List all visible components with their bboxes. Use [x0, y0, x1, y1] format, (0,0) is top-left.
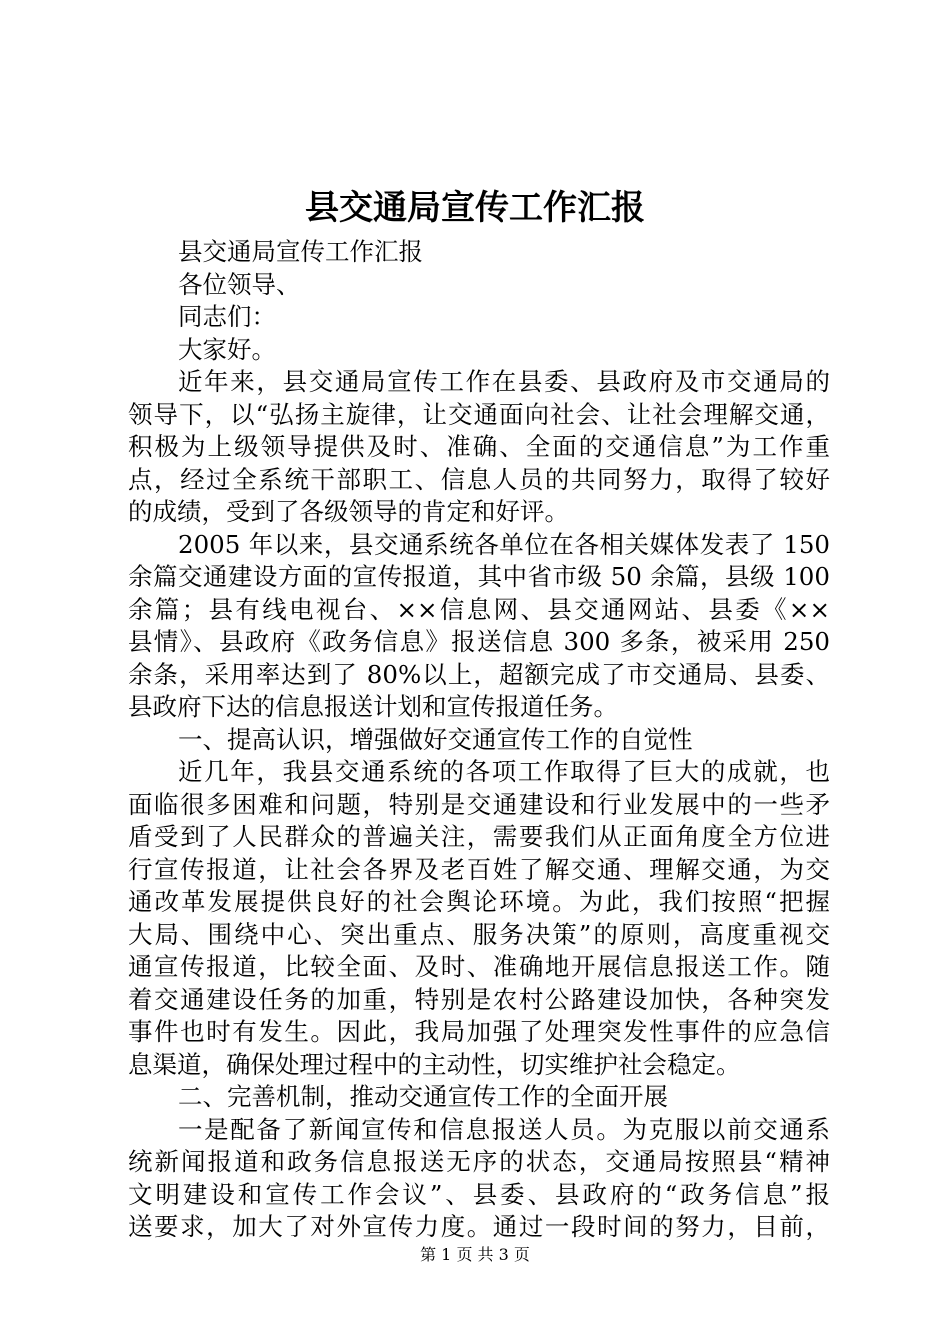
section-heading: 二、完善机制，推动交通宣传工作的全面开展	[178, 1082, 668, 1111]
text-line: 通改革发展提供良好的社会舆论环境。为此，我们按照“把握	[128, 887, 830, 916]
text-line: 统新闻报道和政务信息报送无序的状态，交通局按照县“精神	[128, 1147, 830, 1176]
text-line: 盾受到了人民群众的普遍关注，需要我们从正面角度全方位进	[128, 822, 830, 851]
text-line: 一是配备了新闻宣传和信息报送人员。为克服以前交通系	[178, 1114, 830, 1144]
text-line: 各位领导、	[178, 269, 301, 299]
text-line: 大家好。	[178, 334, 276, 364]
section-heading: 一、提高认识，增强做好交通宣传工作的自觉性	[178, 724, 693, 754]
text-line: 文明建设和宣传工作会议”、县委、县政府的“政务信息”报	[128, 1179, 830, 1209]
text-line: 息渠道，确保处理过程中的主动性，切实维护社会稳定。	[128, 1049, 741, 1079]
text-line: 余篇；县有线电视台、××信息网、县交通网站、县委《××	[128, 594, 830, 624]
text-line: 大局、围绕中心、突出重点、服务决策”的原则，高度重视交	[128, 919, 830, 949]
text-line: 点，经过全系统干部职工、信息人员的共同努力，取得了较好	[128, 464, 830, 494]
text-line: 近几年，我县交通系统的各项工作取得了巨大的成就，也	[178, 757, 830, 786]
text-line: 县情》、县政府《政务信息》报送信息 300 多条，被采用 250	[128, 627, 830, 656]
text-line: 余篇交通建设方面的宣传报道，其中省市级 50 余篇，县级 100	[128, 562, 830, 591]
text-line: 的成绩，受到了各级领导的肯定和好评。	[128, 497, 569, 526]
text-line: 领导下，以“弘扬主旋律，让交通面向社会、让社会理解交通，	[128, 399, 830, 429]
text-line: 通宣传报道，比较全面、及时、准确地开展信息报送工作。随	[128, 952, 830, 981]
text-line: 事件也时有发生。因此，我局加强了处理突发性事件的应急信	[128, 1017, 830, 1046]
text-line: 面临很多困难和问题，特别是交通建设和行业发展中的一些矛	[128, 789, 830, 819]
text-line: 积极为上级领导提供及时、准确、全面的交通信息”为工作重	[128, 432, 830, 461]
text-line: 同志们：	[178, 302, 276, 331]
text-line: 行宣传报道，让社会各界及老百姓了解交通、理解交通，为交	[128, 854, 830, 884]
text-line: 2005 年以来，县交通系统各单位在各相关媒体发表了 150	[178, 529, 830, 559]
document-title: 县交通局宣传工作汇报	[305, 188, 645, 228]
text-line: 近年来，县交通局宣传工作在县委、县政府及市交通局的	[178, 367, 830, 396]
page-number: 第 1 页 共 3 页	[420, 1245, 530, 1264]
text-line: 余条，采用率达到了 80%以上，超额完成了市交通局、县委、	[128, 659, 830, 689]
text-line: 县政府下达的信息报送计划和宣传报道任务。	[128, 692, 618, 721]
document-body	[128, 236, 830, 1244]
text-line: 县交通局宣传工作汇报	[178, 237, 423, 266]
text-line: 送要求，加大了对外宣传力度。通过一段时间的努力，目前，	[128, 1212, 830, 1241]
text-line: 着交通建设任务的加重，特别是农村公路建设加快，各种突发	[128, 984, 830, 1014]
